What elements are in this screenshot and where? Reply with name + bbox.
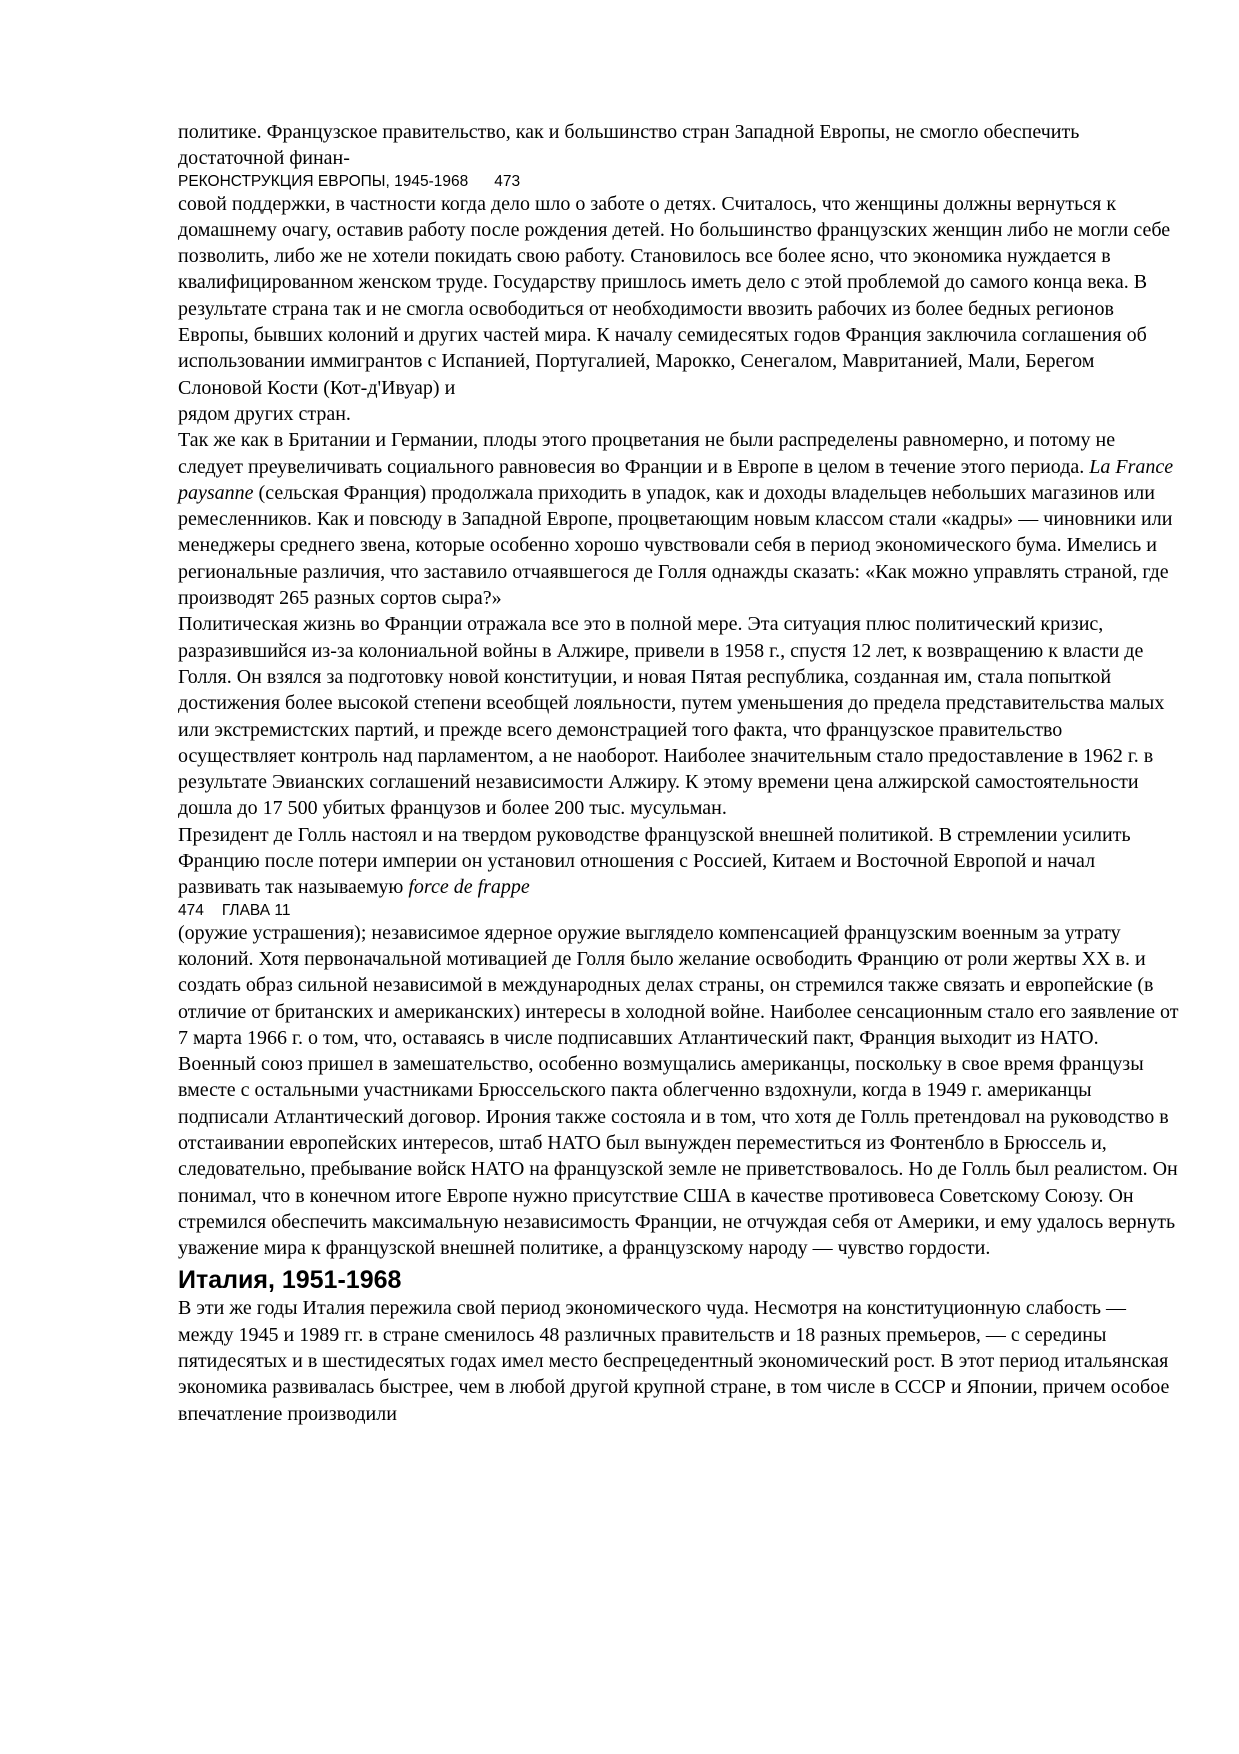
- paragraph-italy: В эти же годы Италия пережила свой период экономического чуда. Несмотря на конституционную слабость — между 1945 и 1989 гг. в стране сменилось 48 различных правительств и 18 разных премьеров, — с середины пятидесятых и в шестидесятых годах имел место беспрецедентный экономический рост. В этот период итальянская экономика развивалась быстрее, чем в любой другой крупной стране, в том числе в СССР и Японии, причем особое впечатление производили: [178, 1297, 1170, 1425]
- running-header-chapter: [178, 901, 1180, 920]
- italic-phrase-force-de-frappe: force de frappe: [408, 876, 530, 899]
- paragraph-president: [178, 822, 1180, 901]
- paragraph-prosperity-text-1: Так же как в Британии и Германии, плоды этого процветания не были распределены равномерно, и потому не следует преувеличивать социального равновесия во Франции и в Европе в целом в течение этого периода.: [178, 429, 1116, 478]
- italic-phrase-la-france-paysanne: La France paysanne: [178, 455, 1174, 504]
- paragraph-intro: политике. Французское правительство, как и большинство стран Западной Европы, не смогло обеспечить достаточной финан-: [178, 121, 1080, 170]
- paragraph-support-tail: рядом других стран.: [178, 402, 351, 425]
- running-header-title: ГЛАВА 11: [221, 901, 291, 919]
- page-number: 474: [178, 901, 204, 919]
- page-number: 473: [494, 172, 521, 190]
- paragraph-prosperity-text-2: (сельская Франция) продолжала приходить в упадок, как и доходы владельцев небольших магазинов или ремесленников. Как и повсюду в Западной Европе, процветающим новым классом стали «кадры» — чиновники или менеджеры среднего звена, которые особенно хорошо чувствовали себя в период экономического бума. Имелись и региональные различия, что заставило отчаявшегося де Голля однажды сказать: «Как можно управлять страной, где производят 265 разных сортов сыра?»: [178, 481, 1173, 610]
- running-header-title: РЕКОНСТРУКЦИЯ ЕВРОПЫ, 1945-1968: [178, 172, 469, 190]
- paragraph-politics: Политическая жизнь во Франции отражала все это в полной мере. Эта ситуация плюс политический кризис, разразившийся из-за колониальной войны в Алжире, привели в 1958 г., спустя 12 лет, к возвращению к власти де Голля. Он взялся за подготовку новой конституции, и новая Пятая республика, созданная им, стала попыткой достижения более высокой степени всеобщей лояльности, путем уменьшения до предела представительства малых или экстремистских партий, и прежде всего демонстрацией того факта, что французское правительство осуществляет контроль над парламентом, а не наоборот. Наиболее значительным стало предоставление в 1962 г. в результате Эвианских соглашений независимости Алжиру. К этому времени цена алжирской самостоятельности дошла до 17 500 убитых французов и более 200 тыс. мусульман.: [178, 613, 1165, 820]
- paragraph-president-text: Президент де Голль настоял и на твердом руководстве французской внешней политикой. В стремлении усилить Францию после потери империи он установил отношения с Россией, Китаем и Восточной Европой и начал развивать так называемую: [178, 823, 1131, 899]
- section-heading: Италия, 1951-1968: [178, 1266, 402, 1295]
- paragraph-prosperity: [178, 427, 1180, 611]
- document-body: [178, 119, 1180, 1427]
- running-header: [178, 172, 1180, 191]
- paragraph-deterrent: (оружие устрашения); независимое ядерное оружие выглядело компенсацией французским военным за утрату колоний. Хотя первоначальной мотивацией де Голля было желание освободить Францию от роли жертвы XX в. и создать образ сильной независимой в международных делах страны, он стремился также связать и европейские (в отличие от британских и американских) интересы в холодной войне. Наиболее сенсационным стало его заявление от 7 марта 1966 г. о том, что, оставаясь в числе подписавших Атлантический пакт, Франция выходит из НАТО. Военный союз пришел в замешательство, особенно возмущались американцы, поскольку в свое время французы вместе с остальными участниками Брюссельского пакта облегченно вздохнули, когда в 1949 г. американцы подписали Атлантический договор. Ирония также состояла и в том, что хотя де Голль претендовал на руководство в отстаивании европейских интересов, штаб НАТО был вынужден переместиться из Фонтенбло в Брюссель и, следовательно, пребывание войск НАТО на французской земле не приветствовалось. Но де Голль был реалистом. Он понимал, что в конечном итоге Европе нужно присутствие США в качестве противовеса Советскому Союзу. Он стремился обеспечить максимальную независимость Франции, не отчуждая себя от Америки, и ему удалось вернуть уважение мира к французской внешней политике, а французскому народу — чувство гордости.: [178, 921, 1179, 1260]
- paragraph-support: совой поддержки, в частности когда дело шло о заботе о детях. Считалось, что женщины должны вернуться к домашнему очагу, оставив работу после рождения детей. Но большинство французских женщин либо не могли себе позволить, либо же не хотели покидать свою работу. Становилось все более ясно, что экономика нуждается в квалифицированном женском труде. Государству пришлось иметь дело с этой проблемой до самого конца века. В результате страна так и не смогла освободиться от необходимости ввозить рабочих из более бедных регионов Европы, бывших колоний и других частей мира. К началу семидесятых годов Франция заключила соглашения об использовании иммигрантов с Испанией, Португалией, Марокко, Сенегалом, Мавританией, Мали, Берегом Слоновой Кости (Кот-д'Ивуар) и: [178, 192, 1171, 399]
